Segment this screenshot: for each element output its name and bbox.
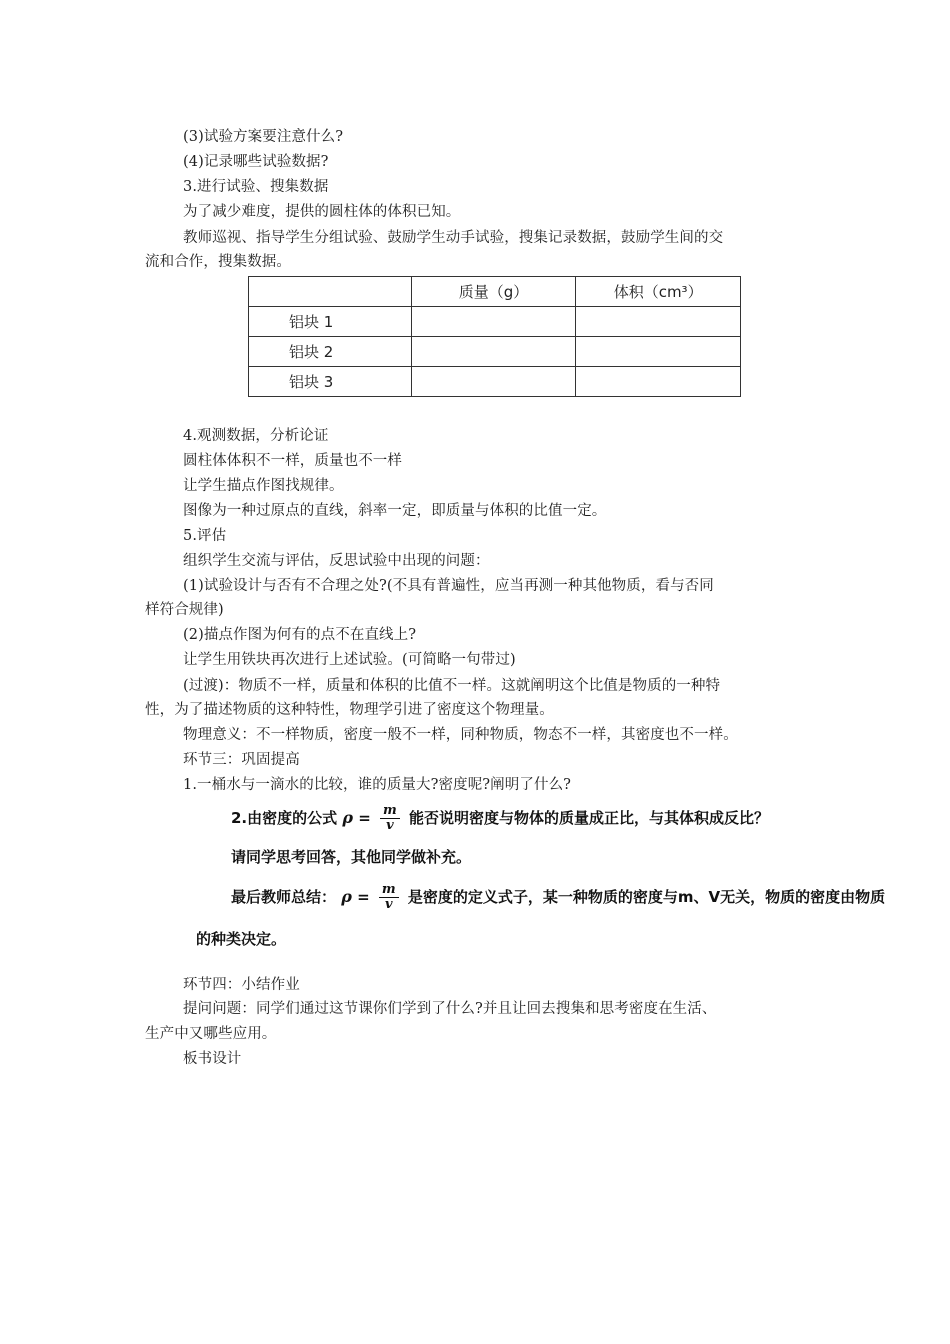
table-cell: [576, 337, 741, 367]
text-line: 圆柱体体积不一样，质量也不一样: [183, 453, 402, 469]
text-line: 板书设计: [183, 1051, 242, 1067]
summary-prefix: 最后教师总结：: [231, 888, 337, 906]
text-line: 教师巡视、指导学生分组试验、鼓励学生动手试验，搜集记录数据，鼓励学生间的交: [183, 230, 724, 246]
text-line: 组织学生交流与评估，反思试验中出现的问题：: [183, 553, 490, 569]
section-heading: 环节三：巩固提高: [183, 752, 300, 768]
question-prefix: 2.由密度的公式: [231, 809, 338, 827]
text-line: 让学生用铁块再次进行上述试验。(可简略一句带过): [183, 652, 516, 668]
fraction-denominator: v: [386, 818, 394, 833]
table-row-label: 铝块 2: [249, 337, 412, 367]
table-cell: [576, 367, 741, 397]
text-line: 样符合规律): [145, 602, 224, 618]
question-suffix: 能否说明密度与物体的质量成正比，与其体积成反比？: [409, 809, 770, 827]
text-line: 图像为一种过原点的直线，斜率一定，即质量与体积的比值一定。: [183, 503, 607, 519]
table-cell: [249, 277, 412, 307]
summary-end: 的种类决定。: [196, 930, 287, 948]
rho-symbol: ρ: [342, 808, 354, 827]
table-row-label: 铝块 1: [249, 307, 412, 337]
text-line: 为了减少难度，提供的圆柱体的体积已知。: [183, 204, 461, 220]
table-cell: [411, 337, 576, 367]
text-line: (4)记录哪些试验数据?: [183, 154, 329, 170]
text-line: 3.进行试验、搜集数据: [183, 179, 329, 195]
table-cell: [411, 367, 576, 397]
table-header-volume: 体积（cm³）: [576, 277, 741, 307]
table-row-label: 铝块 3: [249, 367, 412, 397]
text-line: 物理意义：不一样物质，密度一般不一样，同种物质，物态不一样，其密度也不一样。: [183, 727, 738, 743]
data-table: [248, 276, 741, 397]
table-cell: [576, 307, 741, 337]
text-line: (3)试验方案要注意什么?: [183, 129, 344, 145]
text-line: 1.一桶水与一滴水的比较，谁的质量大?密度呢?阐明了什么?: [183, 777, 572, 793]
section-heading: 环节四：小结作业: [183, 977, 300, 993]
rho-symbol: ρ: [341, 887, 352, 906]
equals-sign: =: [351, 888, 375, 906]
table-header-mass: 质量（g）: [411, 277, 576, 307]
equals-sign: =: [353, 809, 377, 827]
text-line: 性，为了描述物质的这种特性，物理学引进了密度这个物理量。: [145, 702, 554, 718]
fraction-numerator: m: [379, 883, 399, 898]
answer-prompt: 请同学思考回答，其他同学做补充。: [231, 848, 472, 866]
text-line: 4.观测数据，分析论证: [183, 428, 329, 444]
table-header-row: [249, 277, 741, 307]
text-line: (1)试验设计与否有不合理之处?(不具有普遍性，应当再测一种其他物质，看与否同: [183, 578, 714, 594]
density-formula-fraction: [380, 804, 400, 833]
table-row: [249, 307, 741, 337]
density-formula-fraction: [379, 883, 399, 912]
text-line: (过渡)：物质不一样，质量和体积的比值不一样。这就阐明这个比值是物质的一种特: [183, 678, 721, 694]
text-line: 流和合作，搜集数据。: [145, 254, 291, 270]
text-line: (2)描点作图为何有的点不在直线上?: [183, 627, 417, 643]
teacher-summary: [231, 882, 885, 912]
summary-suffix: 是密度的定义式子，某一种物质的密度与m、V无关，物质的密度由物质: [407, 888, 886, 906]
table-cell: [411, 307, 576, 337]
text-line: 生产中又哪些应用。: [145, 1026, 277, 1042]
fraction-numerator: m: [380, 804, 400, 819]
text-line: 5.评估: [183, 528, 227, 544]
text-line: 让学生描点作图找规律。: [183, 478, 344, 494]
table-row: [249, 367, 741, 397]
fraction-denominator: v: [385, 897, 393, 912]
text-line: 提问问题：同学们通过这节课你们学到了什么?并且让回去搜集和思考密度在生活、: [183, 1001, 717, 1017]
table-row: [249, 337, 741, 367]
density-question: [231, 803, 769, 833]
